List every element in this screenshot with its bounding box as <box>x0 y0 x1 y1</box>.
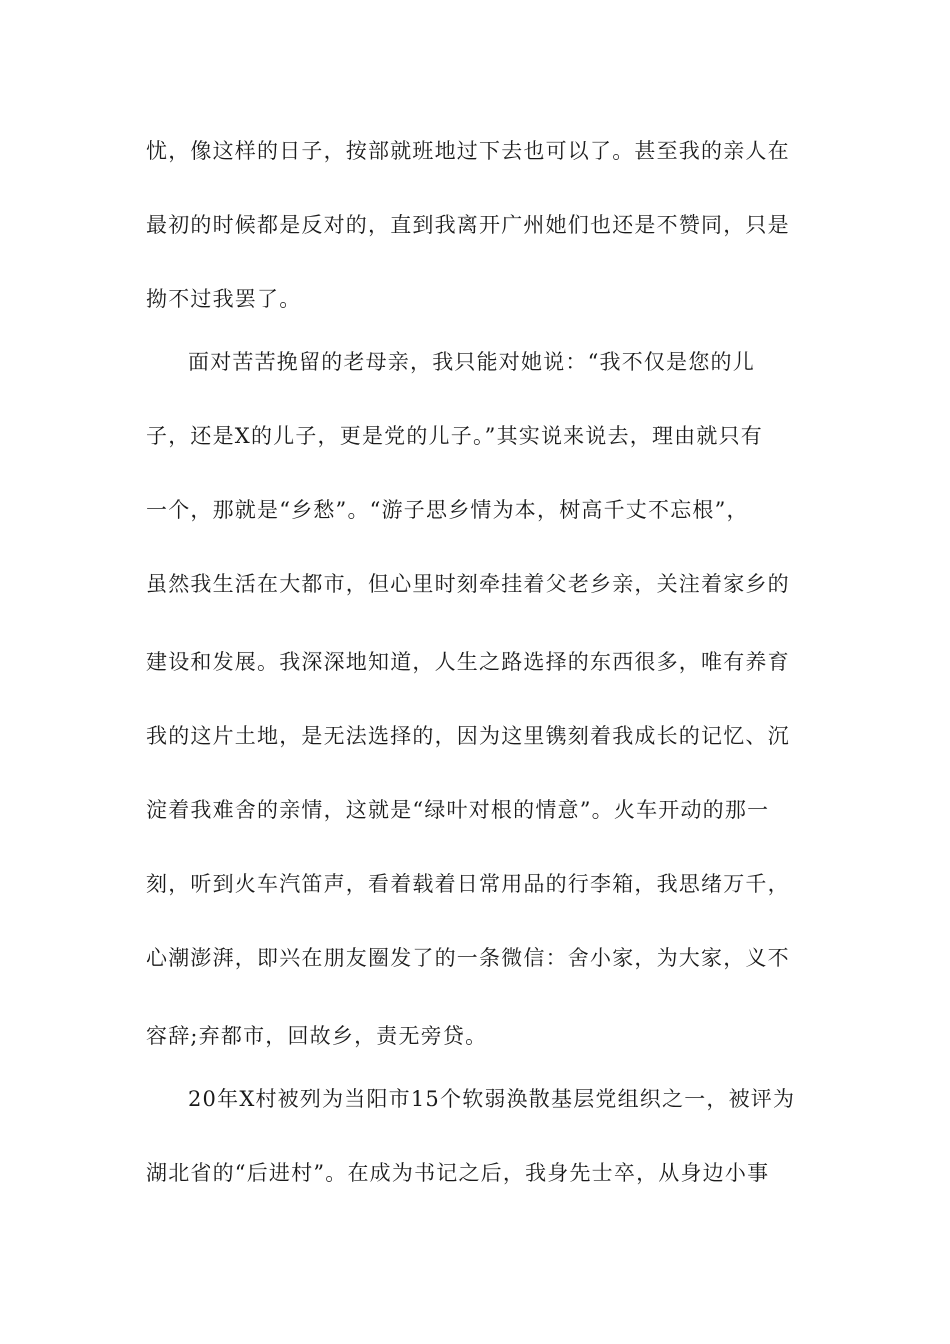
text-line: 20年X村被列为当阳市15个软弱涣散基层党组织之一，被评为 <box>188 1087 796 1111</box>
text-line: 拗不过我罢了。 <box>146 287 302 311</box>
text-line: 我的这片土地，是无法选择的，因为这里镌刻着我成长的记忆、沉 <box>146 724 790 748</box>
text-line: 湖北省的“后进村”。在成为书记之后，我身先士卒，从身边小事 <box>146 1161 770 1185</box>
text-line: 容辞;弃都市，回故乡，责无旁贷。 <box>146 1024 488 1048</box>
text-line: 淀着我难舍的亲情，这就是“绿叶对根的情意”。火车开动的那一 <box>146 798 770 822</box>
text-line: 一个，那就是“乡愁”。“游子思乡情为本，树高千丈不忘根”， <box>146 498 749 522</box>
text-line: 建设和发展。我深深地知道，人生之路选择的东西很多，唯有养育 <box>146 650 790 674</box>
text-line: 面对苦苦挽留的老母亲，我只能对她说：“我不仅是您的儿 <box>188 350 755 374</box>
text-line: 刻，听到火车汽笛声，看着载着日常用品的行李箱，我思绪万千， <box>146 872 790 896</box>
text-line: 忧，像这样的日子，按部就班地过下去也可以了。甚至我的亲人在 <box>146 139 790 163</box>
text-line: 子，还是X的儿子，更是党的儿子。”其实说来说去，理由就只有 <box>146 424 763 448</box>
text-line: 最初的时候都是反对的，直到我离开广州她们也还是不赞同，只是 <box>146 213 790 237</box>
text-line: 虽然我生活在大都市，但心里时刻牵挂着父老乡亲，关注着家乡的 <box>146 572 790 596</box>
text-line: 心潮澎湃，即兴在朋友圈发了的一条微信：舍小家，为大家，义不 <box>146 946 790 970</box>
